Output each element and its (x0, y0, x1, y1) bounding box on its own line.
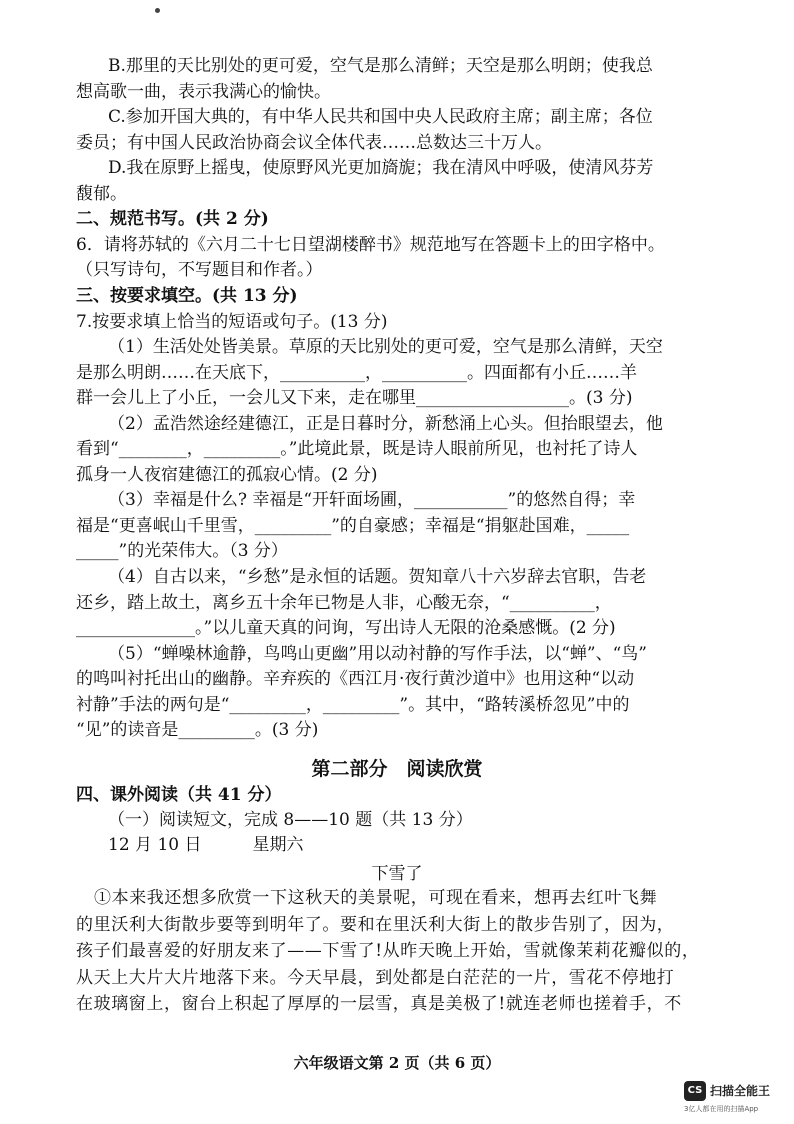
diary-date: 12 月 10 日 星期六 (108, 835, 304, 855)
section-heading: 三、按要求填空。(共 13 分) (76, 285, 298, 306)
text-line: 还乡，踏上故土，离乡五十余年已物是人非，心酸无奈，“__________， (76, 592, 612, 613)
diary-title: 下雪了 (371, 864, 423, 884)
text-line: （4）自古以来，“乡愁”是永恒的话题。贺知章八十六岁辞去官职，告老 (108, 567, 647, 587)
scanner-watermark (684, 1081, 784, 1121)
section-heading-reading: 四、课外阅读（共 41 分） (76, 785, 282, 805)
text-line: 看到“________，_________。”此境此景，既是诗人眼前所见，也衬托了诗人 (76, 439, 638, 460)
page-footer: 六年级语文第 2 页（共 6 页） (293, 1054, 501, 1072)
reading-instruction: （一）阅读短文，完成 8——10 题（共 13 分） (108, 810, 473, 830)
text-line: 6．请将苏轼的《六月二十七日望湖楼醉书》规范地写在答题卡上的田字格中。 (76, 234, 665, 255)
text-line: 7.按要求填上恰当的短语或句子。(13 分) (76, 311, 388, 332)
passage-line: 的里沃利大街散步要等到明年了。要和在里沃利大街上的散步告别了，因为， (76, 914, 675, 935)
text-line: 孤身一人夜宿建德江的孤寂心情。(2 分) (76, 464, 378, 485)
section-heading: 二、规范书写。(共 2 分) (76, 209, 269, 230)
text-line: 委员；有中国人民政治协商会议全体代表……总数达三十万人。 (76, 132, 552, 153)
text-line: 想高歌一曲，表示我满心的愉快。 (76, 81, 331, 102)
text-line: （3）幸福是什么? 幸福是“开轩面场圃，___________”的悠然自得；幸 (108, 490, 636, 511)
scanner-tagline: 3亿人都在用的扫描App (684, 1105, 759, 1113)
scanner-logo-icon: CS (684, 1081, 706, 1101)
scan-mark (155, 8, 160, 13)
text-line: “见”的读音是_________。(3 分) (76, 720, 319, 741)
text-line: C.参加开国大典的，有中华人民共和国中央人民政府主席；副主席；各位 (108, 107, 653, 128)
text-line: B.那里的天比别处的更可爱，空气是那么清鲜；天空是那么明朗；使我总 (108, 56, 653, 76)
text-line: _____”的光荣伟大。（3 分） (76, 541, 288, 562)
text-line: （只写诗句，不写题目和作者。） (76, 260, 323, 281)
text-line: 是那么明朗……在天底下，__________，__________。四面都有小丘……羊 (76, 362, 637, 383)
text-line: 馥郁。 (76, 183, 127, 204)
text-line: （1）生活处处皆美景。草原的天比别处的更可爱，空气是那么清鲜，天空 (108, 337, 663, 358)
scanner-app-name: 扫描全能王 (710, 1084, 771, 1098)
text-line: 衬静”手法的两句是“_________，_________”。其中，“路转溪桥忽见”中的 (76, 694, 630, 715)
text-line: （5）“蝉噪林逾静，鸟鸣山更幽”用以动衬静的写作手法，以“蝉”、“鸟” (108, 643, 647, 664)
text-line: D.我在原野上摇曳，使原野风光更加旖旎；我在清风中呼吸，使清风芬芳 (108, 158, 654, 179)
passage-line: 孩子们最喜爱的好朋友来了——下雪了!从昨天晚上开始，雪就像茉莉花瓣似的， (76, 941, 700, 961)
text-line: 福是“更喜岷山千里雪，_________”的自豪感；幸福是“捐躯赴国难，_____ (76, 515, 630, 536)
text-line: （2）孟浩然途经建德江，正是日暮时分，新愁涌上心头。但抬眼望去，他 (108, 413, 663, 434)
part-title: 第二部分 阅读欣赏 (311, 758, 483, 780)
passage-line: 在玻璃窗上，窗台上积起了厚厚的一层雪，真是美极了!就连老师也搓着手，不 (76, 994, 682, 1014)
passage-line: 从天上大片大片地落下来。今天早晨，到处都是白茫茫的一片，雪花不停地打 (76, 967, 675, 988)
passage-line: ①本来我还想多欣赏一下这秋天的美景呢，可现在看来，想再去红叶飞舞 (94, 888, 658, 908)
text-line: 的鸣叫衬托出山的幽静。辛弃疾的《西江月·夜行黄沙道中》也用这种“以动 (76, 669, 635, 690)
text-line: 群一会儿上了小丘，一会儿又下来，走在哪里__________________。(3 分) (76, 388, 633, 409)
text-line: ______________。”以儿童天真的问询，写出诗人无限的沧桑感慨。(2 分) (76, 618, 616, 639)
